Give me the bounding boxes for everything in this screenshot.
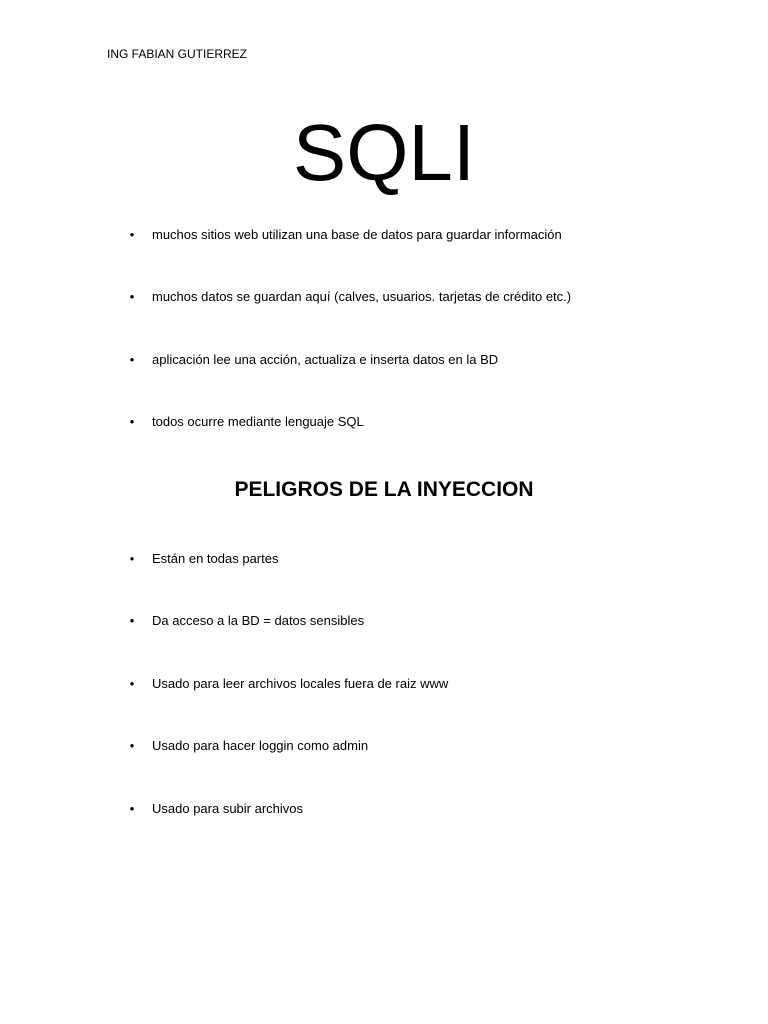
list-item <box>0 413 768 475</box>
list-item-text: Da acceso a la BD = datos sensibles <box>152 613 365 629</box>
author-name: ING FABIAN GUTIERREZ <box>107 47 248 61</box>
list-item-text: Usado para leer archivos locales fuera de raiz www <box>152 675 449 691</box>
list-item <box>0 800 768 862</box>
list-item <box>0 612 768 674</box>
list-item <box>0 737 768 799</box>
bullet-icon: • <box>129 800 135 816</box>
list-item <box>0 550 768 612</box>
bullet-icon: • <box>129 675 135 691</box>
bullet-icon: • <box>129 738 135 754</box>
bullet-icon: • <box>129 613 135 629</box>
page-title: SQLI <box>292 108 476 197</box>
bullet-icon: • <box>129 414 135 430</box>
list-item-text: Usado para hacer loggin como admin <box>152 738 369 754</box>
list-item-text: Están en todas partes <box>152 551 279 566</box>
intro-bullet-list <box>0 226 768 476</box>
list-item-text: muchos datos se guardan aquí (calves, usuarios. tarjetas de crédito etc.) <box>152 289 572 305</box>
list-item-text: Usado para subir archivos <box>152 800 304 816</box>
bullet-icon: • <box>129 551 135 566</box>
list-item <box>0 226 768 288</box>
list-item <box>0 675 768 737</box>
list-item-text: todos ocurre mediante lenguaje SQL <box>152 414 364 430</box>
section-heading: PELIGROS DE LA INYECCION <box>234 478 534 501</box>
danger-bullet-list <box>0 550 768 862</box>
list-item <box>0 288 768 350</box>
list-item-text: muchos sitios web utilizan una base de datos para guardar información <box>152 227 562 242</box>
bullet-icon: • <box>129 351 135 367</box>
list-item-text: aplicación lee una acción, actualiza e inserta datos en la BD <box>152 351 499 367</box>
bullet-icon: • <box>129 289 135 305</box>
list-item <box>0 351 768 413</box>
bullet-icon: • <box>129 227 135 242</box>
